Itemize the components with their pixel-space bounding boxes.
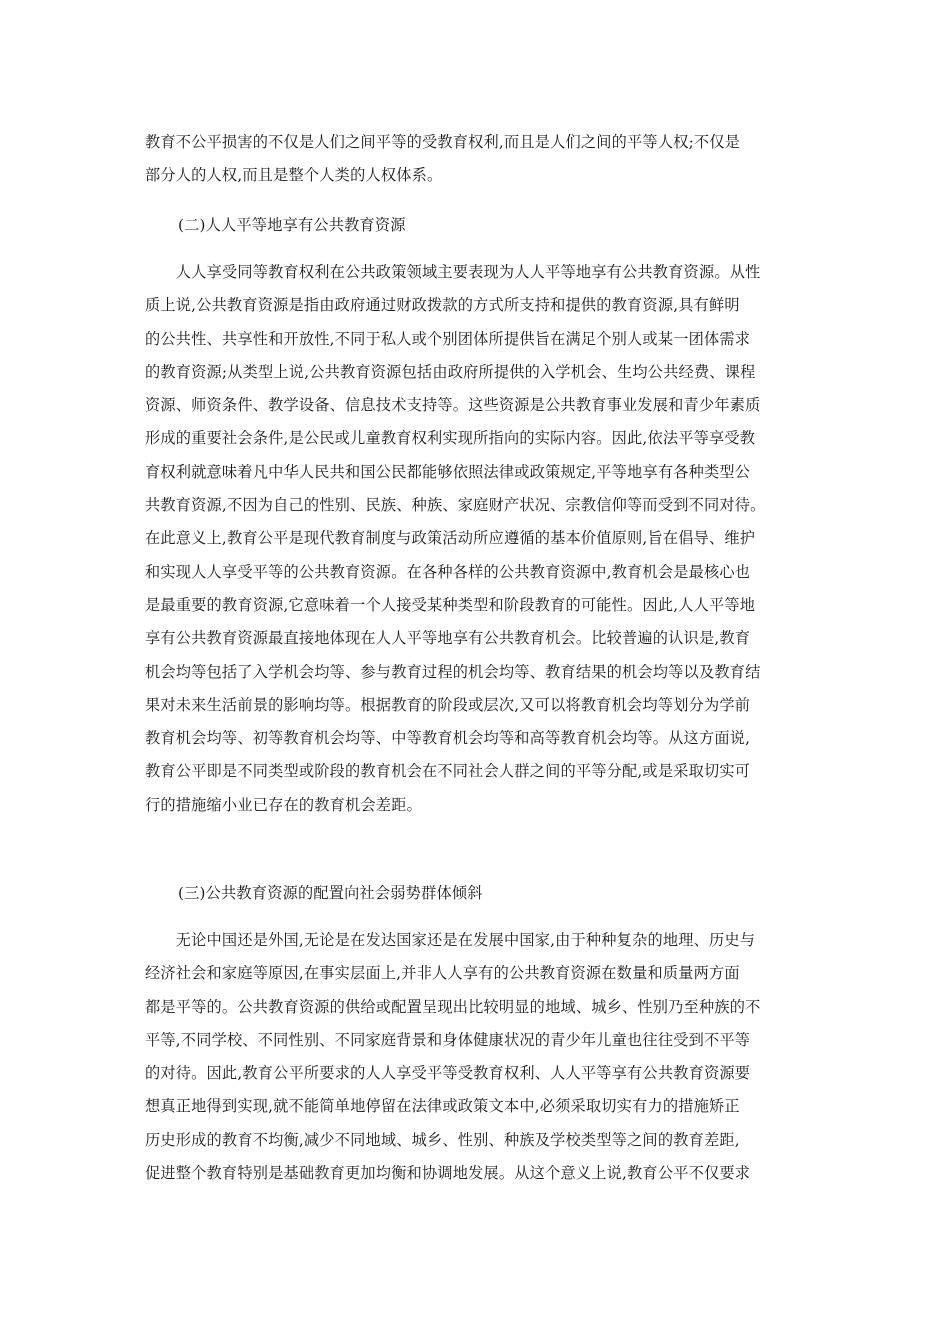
paragraph-line: 机会均等包括了入学机会均等、参与教育过程的机会均等、教育结果的机会均等以及教育结 <box>145 662 761 681</box>
paragraph-line: 行的措施缩小业已存在的教育机会差距。 <box>145 795 422 814</box>
paragraph-line: 的公共性、共享性和开放性,不同于私人或个别团体所提供旨在满足个别人或某一团体需求 <box>145 329 751 348</box>
paragraph-line: 享有公共教育资源最直接地体现在人人平等地享有公共教育机会。比较普遍的认识是,教育 <box>145 629 751 648</box>
paragraph-line: 促进整个教育特别是基础教育更加均衡和协调地发展。从这个意义上说,教育公平不仅要求 <box>145 1164 751 1183</box>
paragraph-line: 无论中国还是外国,无论是在发达国家还是在发展中国家,由于种种复杂的地理、历史与 <box>145 931 756 949</box>
paragraph-line: 质上说,公共教育资源是指由政府通过财政拨款的方式所支持和提供的教育资源,具有鲜明 <box>145 296 740 315</box>
paragraph-line: 形成的重要社会条件,是公民或儿童教育权利实现所指向的实际内容。因此,依法平等享受教 <box>145 429 756 448</box>
paragraph-line: 的教育资源;从类型上说,公共教育资源包括由政府所提供的入学机会、生均公共经费、课程 <box>145 362 756 381</box>
paragraph-line: 教育不公平损害的不仅是人们之间平等的受教育权利,而且是人们之间的平等人权;不仅是 <box>145 133 741 151</box>
paragraph-line: 和实现人人享受平等的公共教育资源。在各种各样的公共教育资源中,教育机会是最核心也 <box>145 562 751 581</box>
paragraph-3 <box>145 924 805 1190</box>
paragraph-line: 教育机会均等、初等教育机会均等、中等教育机会均等和高等教育机会均等。从这方面说, <box>145 729 751 748</box>
paragraph-line: 教育公平即是不同类型或阶段的教育机会在不同社会人群之间的平等分配,或是采取切实可 <box>145 762 751 781</box>
paragraph-line: 历史形成的教育不均衡,减少不同地域、城乡、性别、种族及学校类型等之间的教育差距, <box>145 1130 740 1149</box>
paragraph-line: 资源、师资条件、教学设备、信息技术支持等。这些资源是公共教育事业发展和青少年素质 <box>145 396 761 415</box>
paragraph-1 <box>145 126 805 193</box>
paragraph-line: 的对待。因此,教育公平所要求的人人享受平等受教育权利、人人平等享有公共教育资源要 <box>145 1064 751 1083</box>
paragraph-2 <box>145 256 805 822</box>
paragraph-line: 育权利就意味着凡中华人民共和国公民都能够依照法律或政策规定,平等地享有各种类型公 <box>145 462 751 481</box>
paragraph-line: 共教育资源,不因为自己的性别、民族、种族、家庭财产状况、宗教信仰等而受到不同对待。 <box>145 496 766 515</box>
paragraph-line: 人人享受同等教育权利在公共政策领域主要表现为人人平等地享有公共教育资源。从性 <box>145 263 761 281</box>
paragraph-line: 经济社会和家庭等原因,在事实层面上,并非人人享有的公共教育资源在数量和质量两方面 <box>145 964 740 983</box>
paragraph-line: 是最重要的教育资源,它意味着一个人接受某种类型和阶段教育的可能性。因此,人人平等地 <box>145 595 756 614</box>
paragraph-line: 果对未来生活前景的影响均等。根据教育的阶段或层次,又可以将教育机会均等划分为学前 <box>145 695 751 714</box>
section-heading-2: (二)人人平等地享有公共教育资源 <box>178 216 406 234</box>
paragraph-line: 部分人的人权,而且是整个人类的人权体系。 <box>145 166 443 185</box>
paragraph-line: 平等,不同学校、不同性别、不同家庭背景和身体健康状况的青少年儿童也往往受到不平等 <box>145 1030 751 1049</box>
section-heading-3: (三)公共教育资源的配置向社会弱势群体倾斜 <box>178 884 483 902</box>
paragraph-line: 在此意义上,教育公平是现代教育制度与政策活动所应遵循的基本价值原则,旨在倡导、维护 <box>145 529 756 548</box>
paragraph-line: 想真正地得到实现,就不能简单地停留在法律或政策文本中,必须采取切实有力的措施矫正 <box>145 1097 740 1116</box>
paragraph-line: 都是平等的。公共教育资源的供给或配置呈现出比较明显的地域、城乡、性别乃至种族的不 <box>145 997 761 1016</box>
